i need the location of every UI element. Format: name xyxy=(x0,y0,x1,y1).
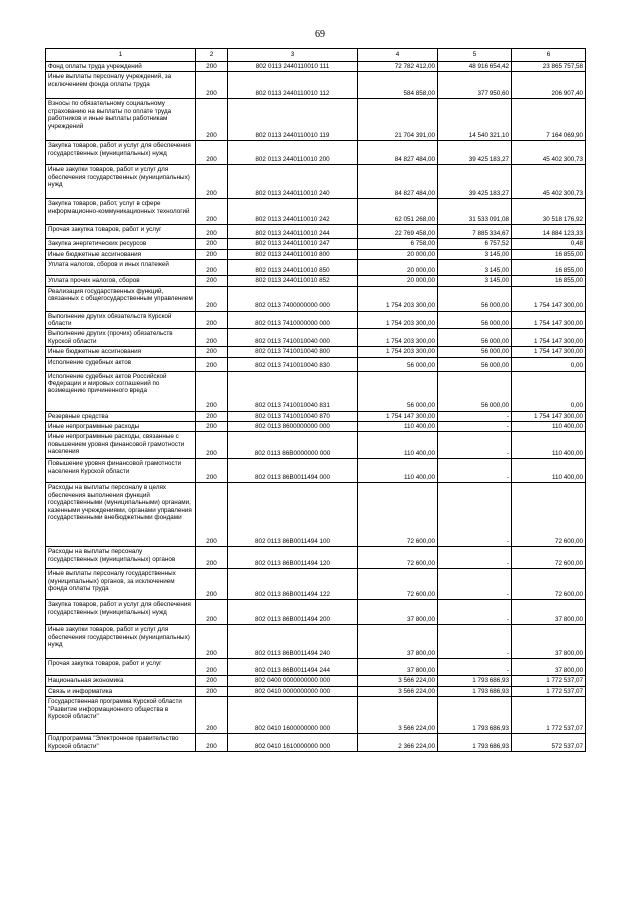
executed-amount-cell: 14 540 321,10 xyxy=(438,99,512,141)
remaining-amount-cell: 30 518 176,92 xyxy=(512,199,586,225)
row-name-cell: Исполнение судебных актов Российской Федерации и мировых соглашений по возмещению причиненного вреда xyxy=(46,371,196,411)
row-name-cell: Иные непрограммные расходы, связанные с повышением уровня финансовой грамотности населения xyxy=(46,432,196,459)
remaining-amount-cell: 110 400,00 xyxy=(512,422,586,432)
approved-amount-cell: 37 800,00 xyxy=(358,625,438,659)
executed-amount-cell: 1 793 686,93 xyxy=(438,686,512,696)
budget-code-cell: 802 0113 2440110010 852 xyxy=(228,276,358,286)
approved-amount-cell: 62 051 268,00 xyxy=(358,199,438,225)
page-number: 69 xyxy=(315,29,325,40)
approved-amount-cell: 20 000,00 xyxy=(358,260,438,276)
executed-amount-cell: 39 425 183,27 xyxy=(438,141,512,165)
budget-code-cell: 802 0410 1600000000 000 xyxy=(228,697,358,734)
row-name-cell: Расходы на выплаты персоналу государственных (муниципальных) органов xyxy=(46,547,196,569)
table-row xyxy=(46,347,586,357)
approved-amount-cell: 72 600,00 xyxy=(358,483,438,547)
table-row xyxy=(46,276,586,286)
row-name-cell: Подпрограмма "Электронное правительство Курской области" xyxy=(46,734,196,752)
row-code-cell: 200 xyxy=(196,99,228,141)
budget-code-cell: 802 0113 7410000000 000 xyxy=(228,311,358,329)
budget-code-cell: 802 0113 2440110010 850 xyxy=(228,260,358,276)
executed-amount-cell: 39 425 183,27 xyxy=(438,165,512,199)
remaining-amount-cell: 1 772 537,07 xyxy=(512,697,586,734)
remaining-amount-cell: 110 400,00 xyxy=(512,432,586,459)
budget-code-cell: 802 0113 7400000000 000 xyxy=(228,286,358,311)
table-row xyxy=(46,659,586,676)
table-row xyxy=(46,239,586,249)
approved-amount-cell: 20 000,00 xyxy=(358,249,438,259)
approved-amount-cell: 1 754 147 300,00 xyxy=(358,411,438,421)
remaining-amount-cell: 1 754 147 300,00 xyxy=(512,347,586,357)
remaining-amount-cell: 0,48 xyxy=(512,239,586,249)
budget-code-cell: 802 0410 1610000000 000 xyxy=(228,734,358,752)
remaining-amount-cell: 1 754 147 300,00 xyxy=(512,311,586,329)
table-row xyxy=(46,734,586,752)
row-name-cell: Государственная программа Курской области "Развитие информационного общества в Курской области" xyxy=(46,697,196,734)
row-code-cell: 200 xyxy=(196,600,228,625)
executed-amount-cell: 1 793 686,93 xyxy=(438,734,512,752)
budget-code-cell: 802 0113 2440110010 242 xyxy=(228,199,358,225)
remaining-amount-cell: 23 865 757,58 xyxy=(512,62,586,72)
row-name-cell: Фонд оплаты труда учреждений xyxy=(46,62,196,72)
approved-amount-cell: 72 600,00 xyxy=(358,547,438,569)
approved-amount-cell: 1 754 203 300,00 xyxy=(358,311,438,329)
row-name-cell: Расходы на выплаты персоналу в целях обеспечения выполнения функций государственными (муниципальными) органами, казенными учреждениями, органами управления государственными внебюджетными фондами xyxy=(46,483,196,547)
approved-amount-cell: 110 400,00 xyxy=(358,422,438,432)
remaining-amount-cell: 110 400,00 xyxy=(512,459,586,483)
approved-amount-cell: 1 754 203 300,00 xyxy=(358,286,438,311)
row-name-cell: Иные бюджетные ассигнования xyxy=(46,347,196,357)
row-code-cell: 200 xyxy=(196,676,228,686)
table-row xyxy=(46,225,586,239)
table-row xyxy=(46,72,586,99)
approved-amount-cell: 22 769 458,00 xyxy=(358,225,438,239)
table-row xyxy=(46,286,586,311)
executed-amount-cell: - xyxy=(438,422,512,432)
row-name-cell: Резервные средства xyxy=(46,411,196,421)
approved-amount-cell: 2 366 224,00 xyxy=(358,734,438,752)
executed-amount-cell: 31 533 091,08 xyxy=(438,199,512,225)
row-code-cell: 200 xyxy=(196,411,228,421)
executed-amount-cell: - xyxy=(438,459,512,483)
budget-code-cell: 802 0113 86В0011494 100 xyxy=(228,483,358,547)
remaining-amount-cell: 1 772 537,07 xyxy=(512,676,586,686)
row-code-cell: 200 xyxy=(196,357,228,371)
approved-amount-cell: 1 754 203 300,00 xyxy=(358,329,438,347)
approved-amount-cell: 56 000,00 xyxy=(358,357,438,371)
row-name-cell: Выполнение других обязательств Курской области xyxy=(46,311,196,329)
row-code-cell: 200 xyxy=(196,734,228,752)
budget-code-cell: 802 0113 2440110010 111 xyxy=(228,62,358,72)
row-code-cell: 200 xyxy=(196,432,228,459)
approved-amount-cell: 3 566 224,00 xyxy=(358,697,438,734)
approved-amount-cell: 84 827 484,00 xyxy=(358,165,438,199)
row-code-cell: 200 xyxy=(196,249,228,259)
executed-amount-cell: - xyxy=(438,659,512,676)
executed-amount-cell: 48 916 654,42 xyxy=(438,62,512,72)
table-row xyxy=(46,432,586,459)
approved-amount-cell: 56 000,00 xyxy=(358,371,438,411)
budget-code-cell: 802 0400 0000000000 000 xyxy=(228,676,358,686)
row-name-cell: Иные выплаты персоналу учреждений, за исключением фонда оплаты труда xyxy=(46,72,196,99)
approved-amount-cell: 84 827 484,00 xyxy=(358,141,438,165)
table-row xyxy=(46,422,586,432)
remaining-amount-cell: 72 600,00 xyxy=(512,547,586,569)
budget-code-cell: 802 0113 7410010040 831 xyxy=(228,371,358,411)
row-code-cell: 200 xyxy=(196,459,228,483)
budget-code-cell: 802 0113 2440110010 800 xyxy=(228,249,358,259)
table-row xyxy=(46,459,586,483)
budget-code-cell: 802 0113 7410010040 800 xyxy=(228,347,358,357)
row-name-cell: Иные бюджетные ассигнования xyxy=(46,249,196,259)
budget-code-cell: 802 0113 86В0011494 244 xyxy=(228,659,358,676)
row-code-cell: 200 xyxy=(196,72,228,99)
executed-amount-cell: - xyxy=(438,625,512,659)
executed-amount-cell: 56 000,00 xyxy=(438,311,512,329)
table-row xyxy=(46,686,586,696)
row-name-cell: Реализация государственных функций, связанных с общегосударственным управлением xyxy=(46,286,196,311)
budget-code-cell: 802 0113 7410010040 000 xyxy=(228,329,358,347)
row-name-cell: Иные закупки товаров, работ и услуг для обеспечения государственных (муниципальных) нужд xyxy=(46,165,196,199)
table-row xyxy=(46,249,586,259)
row-name-cell: Прочая закупка товаров, работ и услуг xyxy=(46,659,196,676)
approved-amount-cell: 3 566 224,00 xyxy=(358,686,438,696)
remaining-amount-cell: 45 402 300,73 xyxy=(512,165,586,199)
approved-amount-cell: 37 800,00 xyxy=(358,600,438,625)
remaining-amount-cell: 1 754 147 300,00 xyxy=(512,286,586,311)
column-header: 1 xyxy=(46,49,196,62)
remaining-amount-cell: 1 754 147 300,00 xyxy=(512,329,586,347)
executed-amount-cell: 7 885 334,67 xyxy=(438,225,512,239)
remaining-amount-cell: 37 800,00 xyxy=(512,600,586,625)
remaining-amount-cell: 0,00 xyxy=(512,357,586,371)
row-name-cell: Выполнение других (прочих) обязательств Курской области xyxy=(46,329,196,347)
executed-amount-cell: 56 000,00 xyxy=(438,329,512,347)
row-name-cell: Национальная экономика xyxy=(46,676,196,686)
row-code-cell: 200 xyxy=(196,422,228,432)
remaining-amount-cell: 37 800,00 xyxy=(512,659,586,676)
executed-amount-cell: - xyxy=(438,600,512,625)
executed-amount-cell: 6 757,52 xyxy=(438,239,512,249)
row-name-cell: Иные закупки товаров, работ и услуг для обеспечения государственных (муниципальных) нужд xyxy=(46,625,196,659)
remaining-amount-cell: 37 800,00 xyxy=(512,625,586,659)
remaining-amount-cell: 16 855,00 xyxy=(512,249,586,259)
executed-amount-cell: - xyxy=(438,569,512,600)
row-code-cell: 200 xyxy=(196,286,228,311)
table-row xyxy=(46,676,586,686)
row-code-cell: 200 xyxy=(196,686,228,696)
row-name-cell: Уплата прочих налогов, сборов xyxy=(46,276,196,286)
remaining-amount-cell: 72 600,00 xyxy=(512,569,586,600)
executed-amount-cell: 3 145,00 xyxy=(438,249,512,259)
table-row xyxy=(46,165,586,199)
row-name-cell: Взносы по обязательному социальному страхованию на выплаты по оплате труда работников и иные выплаты работникам учреждений xyxy=(46,99,196,141)
executed-amount-cell: 377 950,60 xyxy=(438,72,512,99)
remaining-amount-cell: 1 754 147 300,00 xyxy=(512,411,586,421)
executed-amount-cell: 3 145,00 xyxy=(438,260,512,276)
row-name-cell: Прочая закупка товаров, работ и услуг xyxy=(46,225,196,239)
column-header: 4 xyxy=(358,49,438,62)
remaining-amount-cell: 206 907,40 xyxy=(512,72,586,99)
column-header: 5 xyxy=(438,49,512,62)
budget-code-cell: 802 0113 2440110010 244 xyxy=(228,225,358,239)
table-row xyxy=(46,625,586,659)
approved-amount-cell: 110 400,00 xyxy=(358,432,438,459)
row-code-cell: 200 xyxy=(196,569,228,600)
budget-code-cell: 802 0113 2440110010 247 xyxy=(228,239,358,249)
remaining-amount-cell: 0,00 xyxy=(512,371,586,411)
row-code-cell: 200 xyxy=(196,483,228,547)
table-row xyxy=(46,547,586,569)
table-row xyxy=(46,411,586,421)
row-code-cell: 200 xyxy=(196,225,228,239)
row-code-cell: 200 xyxy=(196,260,228,276)
executed-amount-cell: 3 145,00 xyxy=(438,276,512,286)
row-code-cell: 200 xyxy=(196,659,228,676)
approved-amount-cell: 1 754 203 300,00 xyxy=(358,347,438,357)
column-header: 2 xyxy=(196,49,228,62)
remaining-amount-cell: 7 164 069,90 xyxy=(512,99,586,141)
row-name-cell: Иные непрограммные расходы xyxy=(46,422,196,432)
table-row xyxy=(46,99,586,141)
budget-code-cell: 802 0113 2440110010 112 xyxy=(228,72,358,99)
executed-amount-cell: - xyxy=(438,432,512,459)
executed-amount-cell: 56 000,00 xyxy=(438,371,512,411)
executed-amount-cell: 56 000,00 xyxy=(438,286,512,311)
table-row xyxy=(46,483,586,547)
budget-code-cell: 802 0113 86В0011494 200 xyxy=(228,600,358,625)
approved-amount-cell: 110 400,00 xyxy=(358,459,438,483)
row-code-cell: 200 xyxy=(196,199,228,225)
row-code-cell: 200 xyxy=(196,347,228,357)
table-row xyxy=(46,141,586,165)
row-code-cell: 200 xyxy=(196,239,228,249)
remaining-amount-cell: 16 855,00 xyxy=(512,276,586,286)
row-code-cell: 200 xyxy=(196,311,228,329)
column-header: 3 xyxy=(228,49,358,62)
table-row xyxy=(46,62,586,72)
budget-code-cell: 802 0410 0000000000 000 xyxy=(228,686,358,696)
remaining-amount-cell: 14 884 123,33 xyxy=(512,225,586,239)
approved-amount-cell: 72 600,00 xyxy=(358,569,438,600)
header-row xyxy=(46,49,586,62)
row-name-cell: Уплата налогов, сборов и иных платежей xyxy=(46,260,196,276)
budget-code-cell: 802 0113 8600000000 000 xyxy=(228,422,358,432)
budget-code-cell: 802 0113 86В0000000 000 xyxy=(228,432,358,459)
row-code-cell: 200 xyxy=(196,62,228,72)
row-name-cell: Закупка энергетических ресурсов xyxy=(46,239,196,249)
approved-amount-cell: 584 858,00 xyxy=(358,72,438,99)
executed-amount-cell: - xyxy=(438,411,512,421)
executed-amount-cell: 1 793 686,93 xyxy=(438,697,512,734)
table-row xyxy=(46,329,586,347)
row-code-cell: 200 xyxy=(196,547,228,569)
budget-code-cell: 802 0113 86В0011494 120 xyxy=(228,547,358,569)
row-code-cell: 200 xyxy=(196,371,228,411)
row-name-cell: Повышение уровня финансовой грамотности населения Курской области xyxy=(46,459,196,483)
budget-code-cell: 802 0113 7410010040 830 xyxy=(228,357,358,371)
approved-amount-cell: 37 800,00 xyxy=(358,659,438,676)
executed-amount-cell: 1 793 686,93 xyxy=(438,676,512,686)
row-name-cell: Связь и информатика xyxy=(46,686,196,696)
budget-code-cell: 802 0113 86В0011494 240 xyxy=(228,625,358,659)
budget-code-cell: 802 0113 86В0011494 122 xyxy=(228,569,358,600)
remaining-amount-cell: 45 402 300,73 xyxy=(512,141,586,165)
row-code-cell: 200 xyxy=(196,697,228,734)
row-name-cell: Закупка товаров, работ и услуг для обеспечения государственных (муниципальных) нужд xyxy=(46,600,196,625)
row-code-cell: 200 xyxy=(196,276,228,286)
approved-amount-cell: 3 566 224,00 xyxy=(358,676,438,686)
remaining-amount-cell: 72 600,00 xyxy=(512,483,586,547)
row-name-cell: Исполнение судебных актов xyxy=(46,357,196,371)
table-row xyxy=(46,311,586,329)
executed-amount-cell: - xyxy=(438,547,512,569)
row-code-cell: 200 xyxy=(196,165,228,199)
budget-code-cell: 802 0113 2440110010 240 xyxy=(228,165,358,199)
column-header: 6 xyxy=(512,49,586,62)
budget-code-cell: 802 0113 2440110010 200 xyxy=(228,141,358,165)
budget-code-cell: 802 0113 86В0011494 000 xyxy=(228,459,358,483)
row-name-cell: Закупка товаров, работ, услуг в сфере информационно-коммуникационных технологий xyxy=(46,199,196,225)
row-name-cell: Закупка товаров, работ и услуг для обеспечения государственных (муниципальных) нужд xyxy=(46,141,196,165)
remaining-amount-cell: 1 772 537,07 xyxy=(512,686,586,696)
executed-amount-cell: 56 000,00 xyxy=(438,347,512,357)
approved-amount-cell: 6 758,00 xyxy=(358,239,438,249)
row-code-cell: 200 xyxy=(196,625,228,659)
table-row xyxy=(46,260,586,276)
table-row xyxy=(46,697,586,734)
table-row xyxy=(46,199,586,225)
remaining-amount-cell: 572 537,07 xyxy=(512,734,586,752)
budget-code-cell: 802 0113 2440110010 119 xyxy=(228,99,358,141)
table-row xyxy=(46,569,586,600)
budget-table xyxy=(45,48,586,752)
row-code-cell: 200 xyxy=(196,141,228,165)
approved-amount-cell: 21 704 391,00 xyxy=(358,99,438,141)
budget-code-cell: 802 0113 7410010040 870 xyxy=(228,411,358,421)
remaining-amount-cell: 16 855,00 xyxy=(512,260,586,276)
table-row xyxy=(46,371,586,411)
table-row xyxy=(46,600,586,625)
row-name-cell: Иные выплаты персоналу государственных (муниципальных) органов, за исключением фонда оплаты труда xyxy=(46,569,196,600)
approved-amount-cell: 72 782 412,00 xyxy=(358,62,438,72)
table-row xyxy=(46,357,586,371)
approved-amount-cell: 20 000,00 xyxy=(358,276,438,286)
executed-amount-cell: - xyxy=(438,483,512,547)
executed-amount-cell: 56 000,00 xyxy=(438,357,512,371)
row-code-cell: 200 xyxy=(196,329,228,347)
